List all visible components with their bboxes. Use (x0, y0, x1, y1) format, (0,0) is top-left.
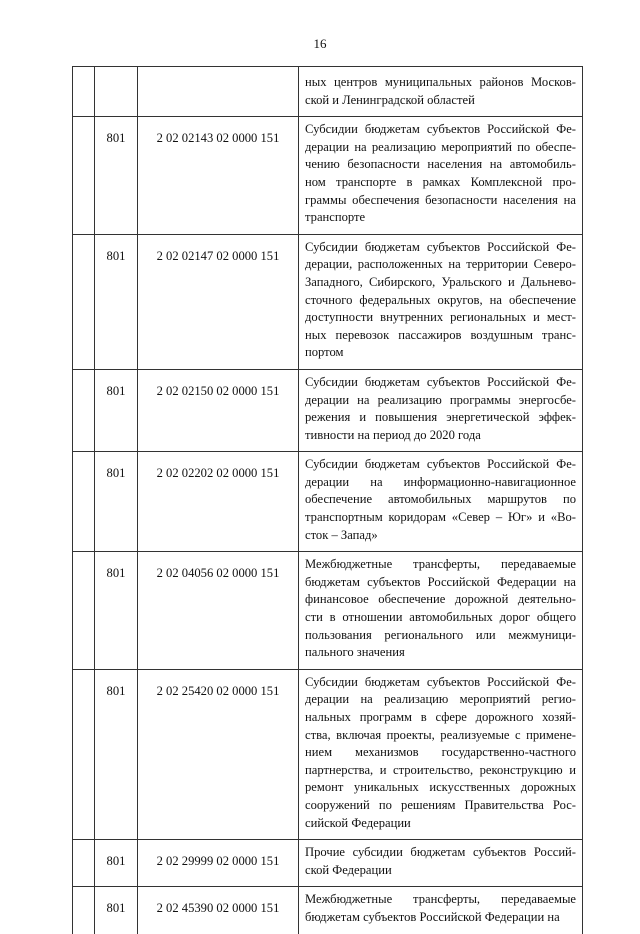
description-cell (299, 117, 583, 235)
admin-code-cell: 801 (95, 452, 138, 552)
admin-code-cell: 801 (95, 840, 138, 887)
admin-code-cell: 801 (95, 887, 138, 934)
table-row (73, 669, 583, 839)
description-line: доступности внутренних региональных и мест- (305, 310, 576, 325)
description-line: чению безопасности населения на автомобиль- (305, 157, 576, 172)
row-number-cell (73, 452, 95, 552)
description-line: сийской Федерации (305, 815, 411, 830)
admin-code-cell (95, 67, 138, 117)
description-line: дерации на реализацию программы энергосбе- (305, 392, 576, 407)
description-line: ской Федерации (305, 862, 392, 877)
description-line: пользования регионального или межмуници- (305, 627, 576, 642)
description-line: ных центров муниципальных районов Москов- (305, 75, 576, 89)
description-line: граммы обеспечения безопасности населения на (305, 192, 576, 207)
description-line: сти в отношении автомобильных дорог общего (305, 610, 576, 625)
table-row (73, 369, 583, 451)
table-row (73, 452, 583, 552)
table-row (73, 840, 583, 887)
description-line: режения и повышения энергетической эффек- (305, 410, 576, 425)
description-line: сток – Запад» (305, 527, 378, 542)
kbk-code-cell: 2 02 02150 02 0000 151 (138, 369, 299, 451)
kbk-code-cell: 2 02 04056 02 0000 151 (138, 552, 299, 670)
admin-code-cell: 801 (95, 117, 138, 235)
kbk-code-cell: 2 02 02202 02 0000 151 (138, 452, 299, 552)
description-line: ном транспорте в рамках Комплексной про- (305, 174, 576, 189)
description-line: Субсидии бюджетам субъектов Российской Фе- (305, 457, 576, 472)
description-line: сточного федеральных округов, на обеспечение (305, 292, 576, 307)
description-cell (299, 840, 583, 887)
description-line: Субсидии бюджетам субъектов Российской Фе- (305, 122, 576, 137)
table-row (73, 67, 583, 117)
description-cell (299, 67, 583, 117)
description-line: ства, включая проекты, реализуемые с примене- (305, 727, 576, 742)
admin-code-cell: 801 (95, 669, 138, 839)
description-line: нальных программ в сфере дорожного хозяй- (305, 710, 576, 724)
admin-code-cell: 801 (95, 234, 138, 369)
kbk-code-cell: 2 02 29999 02 0000 151 (138, 840, 299, 887)
description-line: транспорте (305, 210, 366, 225)
kbk-code-cell: 2 02 02147 02 0000 151 (138, 234, 299, 369)
description-line: Прочие субсидии бюджетам субъектов Россий- (305, 845, 576, 860)
description-line: Субсидии бюджетам субъектов Российской Фе- (305, 239, 576, 254)
description-line: партнерства, и строительство, реконструкцию и (305, 762, 576, 777)
description-line: бюджетам субъектов Российской Федерации на (305, 574, 576, 589)
table-row (73, 552, 583, 670)
row-number-cell (73, 67, 95, 117)
description-line: ской и Ленинградской областей (305, 92, 475, 107)
page-number: 16 (313, 36, 327, 51)
description-line: дерации на реализацию мероприятий по обеспе- (305, 139, 576, 154)
row-number-cell (73, 552, 95, 670)
row-number-cell (73, 234, 95, 369)
description-line: обеспечение автомобильных маршрутов по (305, 492, 576, 507)
table-row (73, 887, 583, 934)
description-cell (299, 234, 583, 369)
kbk-code-cell: 2 02 45390 02 0000 151 (138, 887, 299, 934)
description-line: портом (305, 345, 344, 360)
description-cell (299, 369, 583, 451)
kbk-code-cell: 2 02 25420 02 0000 151 (138, 669, 299, 839)
description-cell (299, 887, 583, 934)
description-line: тивности на период до 2020 года (305, 427, 481, 442)
description-line: Межбюджетные трансферты, передаваемые (305, 892, 576, 907)
description-line: ных перевозок пассажиров воздушным транс- (305, 327, 576, 342)
table-row (73, 234, 583, 369)
description-line: сооружений по решениям Правительства Рос- (305, 797, 576, 812)
table-body (73, 67, 583, 934)
row-number-cell (73, 887, 95, 934)
description-cell (299, 452, 583, 552)
admin-code-cell: 801 (95, 552, 138, 670)
admin-code-cell: 801 (95, 369, 138, 451)
row-number-cell (73, 669, 95, 839)
table-row (73, 117, 583, 235)
row-number-cell (73, 369, 95, 451)
description-line: дерации на реализацию мероприятий регио- (305, 692, 576, 707)
description-line: ремонт уникальных искусственных дорожных (305, 780, 576, 795)
description-line: нием механизмов государственно-частного (305, 745, 576, 760)
kbk-code-cell (138, 67, 299, 117)
description-cell (299, 669, 583, 839)
description-line: Субсидии бюджетам субъектов Российской Фе- (305, 374, 576, 389)
description-line: Межбюджетные трансферты, передаваемые (305, 557, 576, 572)
description-line: бюджетам субъектов Российской Федерации на (305, 909, 560, 924)
row-number-cell (73, 117, 95, 235)
description-line: пального значения (305, 645, 405, 660)
kbk-code-cell: 2 02 02143 02 0000 151 (138, 117, 299, 235)
description-line: Западного, Сибирского, Уральского и Дальнево- (305, 274, 576, 289)
description-line: дерации, расположенных на территории Северо- (305, 257, 576, 272)
budget-classification-table (72, 66, 583, 934)
row-number-cell (73, 840, 95, 887)
description-line: Субсидии бюджетам субъектов Российской Фе- (305, 674, 576, 689)
description-line: финансовое обеспечение дорожной деятельно- (305, 592, 576, 607)
description-line: дерации на информационно-навигационное (305, 474, 576, 489)
description-cell (299, 552, 583, 670)
description-line: транспортным коридорам «Север – Юг» и «Во- (305, 510, 576, 525)
